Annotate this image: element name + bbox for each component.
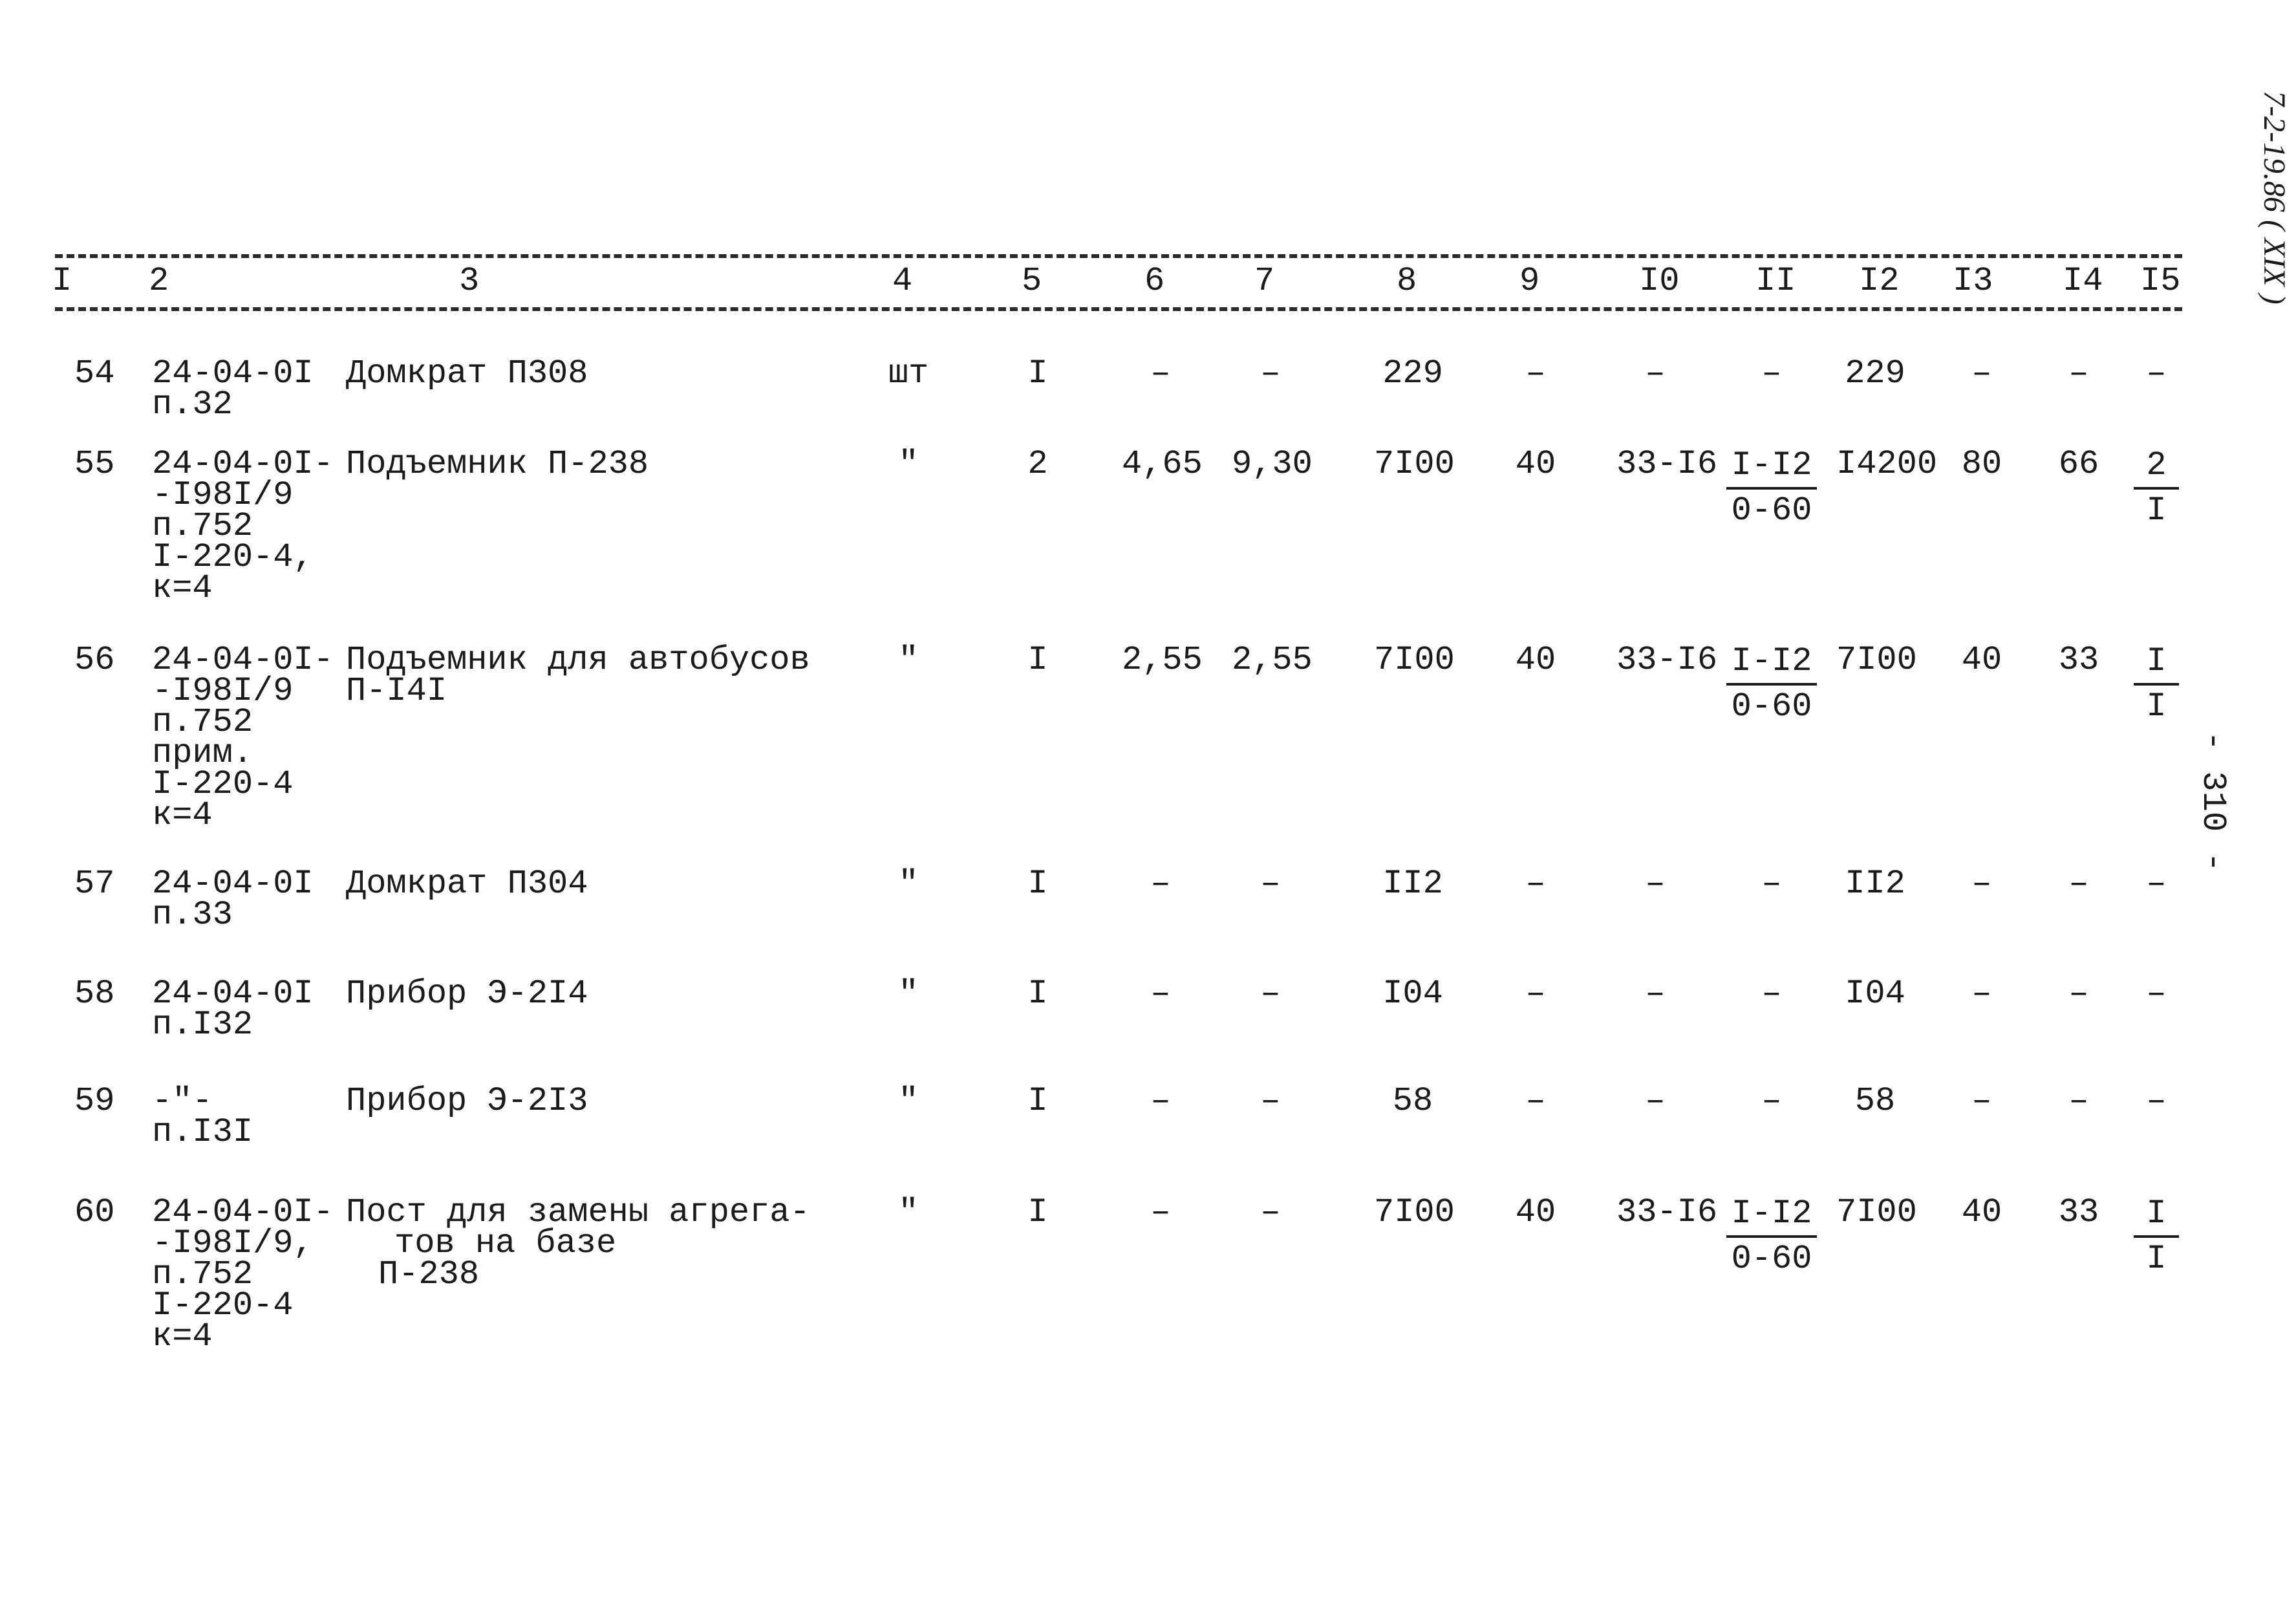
reference-code: п.32 bbox=[152, 385, 233, 424]
unit: " bbox=[898, 865, 919, 903]
col-13-value: 40 bbox=[1961, 641, 2002, 679]
header-col-13: I3 bbox=[1953, 262, 1993, 300]
col-11-value bbox=[1726, 640, 1817, 728]
col-6-value: – bbox=[1150, 354, 1171, 393]
quantity: I bbox=[1027, 975, 1048, 1013]
col-11-value: – bbox=[1761, 975, 1782, 1013]
col-9-value: – bbox=[1525, 865, 1546, 903]
reference-code: к=4 bbox=[152, 569, 213, 607]
col-15-value-denominator: I bbox=[2146, 1240, 2167, 1278]
col-13-value: 80 bbox=[1961, 445, 2002, 483]
col-15-value-numerator: I bbox=[2134, 1193, 2179, 1238]
quantity: I bbox=[1027, 354, 1048, 393]
col-7-value: – bbox=[1260, 975, 1281, 1013]
col-11-value-denominator: 0-60 bbox=[1731, 492, 1812, 530]
row-number: 54 bbox=[74, 354, 115, 393]
col-9-value: 40 bbox=[1515, 641, 1556, 679]
row-number: 60 bbox=[74, 1193, 115, 1231]
reference-code: -I98I/9 bbox=[152, 672, 294, 710]
col-15-value-denominator: I bbox=[2146, 492, 2167, 530]
reference-code: п.33 bbox=[152, 896, 233, 934]
unit: " bbox=[898, 641, 919, 679]
col-8-value: 7I00 bbox=[1374, 1193, 1455, 1231]
quantity: I bbox=[1027, 1082, 1048, 1120]
col-14-value: 33 bbox=[2058, 1193, 2099, 1231]
col-14-value: – bbox=[2068, 1082, 2089, 1120]
col-15-value bbox=[2134, 640, 2179, 728]
col-8-value: II2 bbox=[1382, 865, 1443, 903]
col-15-value-numerator: I bbox=[2134, 640, 2179, 686]
col-7-value: – bbox=[1260, 1082, 1281, 1120]
equipment-name: Прибор Э-2I3 bbox=[346, 1082, 588, 1120]
header-col-9: 9 bbox=[1519, 262, 1540, 300]
reference-code: п.752 bbox=[152, 507, 253, 545]
row-number: 58 bbox=[74, 975, 115, 1013]
header-rule-bottom bbox=[55, 307, 2182, 311]
col-13-value: 40 bbox=[1961, 1193, 2002, 1231]
equipment-name: Пост для замены агрега- bbox=[346, 1193, 810, 1231]
header-col-3: 3 bbox=[459, 262, 480, 300]
col-14-value: – bbox=[2068, 975, 2089, 1013]
col-11-value-denominator: 0-60 bbox=[1731, 1240, 1812, 1278]
col-15-value bbox=[2134, 1193, 2179, 1281]
col-11-value: – bbox=[1761, 354, 1782, 393]
col-7-value: 2,55 bbox=[1232, 641, 1313, 679]
col-6-value: 4,65 bbox=[1122, 445, 1203, 483]
reference-code: I-220-4, bbox=[152, 538, 314, 576]
unit: " bbox=[898, 445, 919, 483]
col-15-value-numerator: 2 bbox=[2134, 444, 2179, 490]
col-8-value: 58 bbox=[1392, 1082, 1433, 1120]
col-11-value: – bbox=[1761, 865, 1782, 903]
equipment-name: Прибор Э-2I4 bbox=[346, 975, 588, 1013]
col-9-value: – bbox=[1525, 975, 1546, 1013]
col-14-value: 33 bbox=[2058, 641, 2099, 679]
margin-note: 7-2-19.86 ( XIX ) bbox=[2257, 91, 2291, 305]
header-col-8: 8 bbox=[1397, 262, 1417, 300]
header-col-1: I bbox=[52, 262, 72, 300]
reference-code: к=4 bbox=[152, 1317, 213, 1356]
col-11-value bbox=[1726, 1193, 1817, 1281]
unit: шт bbox=[888, 354, 929, 393]
col-10-value: 33-I6 bbox=[1616, 1193, 1718, 1231]
quantity: 2 bbox=[1027, 445, 1048, 483]
col-11-value-numerator: I-I2 bbox=[1726, 444, 1817, 490]
header-rule-top bbox=[55, 254, 2182, 258]
col-11-value-denominator: 0-60 bbox=[1731, 687, 1812, 726]
col-7-value: 9,30 bbox=[1232, 445, 1313, 483]
col-12-value: 229 bbox=[1845, 354, 1905, 393]
col-7-value: – bbox=[1260, 1193, 1281, 1231]
col-11-value-numerator: I-I2 bbox=[1726, 640, 1817, 686]
col-15-value: – bbox=[2146, 354, 2167, 393]
col-12-value: 7I00 bbox=[1836, 1193, 1917, 1231]
col-12-value: 7I00 bbox=[1836, 641, 1917, 679]
col-10-value: 33-I6 bbox=[1616, 445, 1718, 483]
col-9-value: – bbox=[1525, 1082, 1546, 1120]
col-13-value: – bbox=[1971, 865, 1992, 903]
col-15-value: – bbox=[2146, 1082, 2167, 1120]
header-col-11: II bbox=[1755, 262, 1796, 300]
unit: " bbox=[898, 975, 919, 1013]
reference-code: I-220-4 bbox=[152, 765, 294, 803]
equipment-name: тов на базе bbox=[394, 1224, 617, 1262]
header-col-7: 7 bbox=[1254, 262, 1275, 300]
col-6-value: – bbox=[1150, 1193, 1171, 1231]
col-12-value: I04 bbox=[1845, 975, 1905, 1013]
equipment-name: Подъемник П-238 bbox=[346, 445, 649, 483]
col-15-value bbox=[2134, 444, 2179, 532]
row-number: 59 bbox=[74, 1082, 115, 1120]
header-col-2: 2 bbox=[149, 262, 169, 300]
header-col-12: I2 bbox=[1859, 262, 1900, 300]
unit: " bbox=[898, 1193, 919, 1231]
reference-code: 24-04-0I- bbox=[152, 641, 334, 679]
reference-code: п.752 bbox=[152, 703, 253, 741]
col-9-value: – bbox=[1525, 354, 1546, 393]
equipment-name: Домкрат П304 bbox=[346, 865, 588, 903]
col-11-value bbox=[1726, 444, 1817, 532]
equipment-name: Домкрат П308 bbox=[346, 354, 588, 393]
reference-code: I-220-4 bbox=[152, 1286, 294, 1324]
reference-code: 24-04-0I- bbox=[152, 1193, 334, 1231]
col-13-value: – bbox=[1971, 1082, 1992, 1120]
col-8-value: 229 bbox=[1382, 354, 1443, 393]
col-11-value: – bbox=[1761, 1082, 1782, 1120]
page-number: - 310 - bbox=[2194, 731, 2232, 872]
col-13-value: – bbox=[1971, 975, 1992, 1013]
quantity: I bbox=[1027, 865, 1048, 903]
header-col-6: 6 bbox=[1144, 262, 1165, 300]
quantity: I bbox=[1027, 641, 1048, 679]
col-8-value: I04 bbox=[1382, 975, 1443, 1013]
reference-code: 24-04-0I bbox=[152, 354, 314, 393]
header-col-4: 4 bbox=[892, 262, 913, 300]
quantity: I bbox=[1027, 1193, 1048, 1231]
reference-code: 24-04-0I bbox=[152, 975, 314, 1013]
reference-code: -"- bbox=[152, 1082, 213, 1120]
col-12-value: II2 bbox=[1845, 865, 1905, 903]
col-10-value: – bbox=[1645, 1082, 1666, 1120]
col-10-value: – bbox=[1645, 865, 1666, 903]
reference-code: 24-04-0I bbox=[152, 865, 314, 903]
col-14-value: 66 bbox=[2058, 445, 2099, 483]
col-8-value: 7I00 bbox=[1374, 445, 1455, 483]
col-6-value: – bbox=[1150, 865, 1171, 903]
header-col-10: I0 bbox=[1639, 262, 1680, 300]
header-col-5: 5 bbox=[1022, 262, 1042, 300]
col-7-value: – bbox=[1260, 354, 1281, 393]
col-10-value: 33-I6 bbox=[1616, 641, 1718, 679]
col-14-value: – bbox=[2068, 865, 2089, 903]
col-11-value-numerator: I-I2 bbox=[1726, 1193, 1817, 1238]
reference-code: 24-04-0I- bbox=[152, 445, 334, 483]
reference-code: -I98I/9 bbox=[152, 476, 294, 514]
col-15-value: – bbox=[2146, 865, 2167, 903]
header-col-15: I5 bbox=[2140, 262, 2181, 300]
reference-code: п.I3I bbox=[152, 1113, 253, 1151]
equipment-name: П-238 bbox=[378, 1255, 480, 1293]
col-15-value-denominator: I bbox=[2146, 687, 2167, 726]
unit: " bbox=[898, 1082, 919, 1120]
col-7-value: – bbox=[1260, 865, 1281, 903]
header-col-14: I4 bbox=[2063, 262, 2103, 300]
col-9-value: 40 bbox=[1515, 445, 1556, 483]
reference-code: к=4 bbox=[152, 796, 213, 834]
col-8-value: 7I00 bbox=[1374, 641, 1455, 679]
col-10-value: – bbox=[1645, 354, 1666, 393]
col-10-value: – bbox=[1645, 975, 1666, 1013]
col-15-value: – bbox=[2146, 975, 2167, 1013]
row-number: 57 bbox=[74, 865, 115, 903]
equipment-name: Подъемник для автобусов bbox=[346, 641, 810, 679]
reference-code: п.752 bbox=[152, 1255, 253, 1293]
col-12-value: I4200 bbox=[1836, 445, 1938, 483]
reference-code: -I98I/9, bbox=[152, 1224, 314, 1262]
col-12-value: 58 bbox=[1854, 1082, 1896, 1120]
col-6-value: 2,55 bbox=[1122, 641, 1203, 679]
equipment-name: П-I4I bbox=[346, 672, 447, 710]
col-13-value: – bbox=[1971, 354, 1992, 393]
row-number: 56 bbox=[74, 641, 115, 679]
col-6-value: – bbox=[1150, 975, 1171, 1013]
row-number: 55 bbox=[74, 445, 115, 483]
reference-code: прим. bbox=[152, 734, 253, 772]
col-14-value: – bbox=[2068, 354, 2089, 393]
col-6-value: – bbox=[1150, 1082, 1171, 1120]
col-9-value: 40 bbox=[1515, 1193, 1556, 1231]
reference-code: п.I32 bbox=[152, 1006, 253, 1044]
